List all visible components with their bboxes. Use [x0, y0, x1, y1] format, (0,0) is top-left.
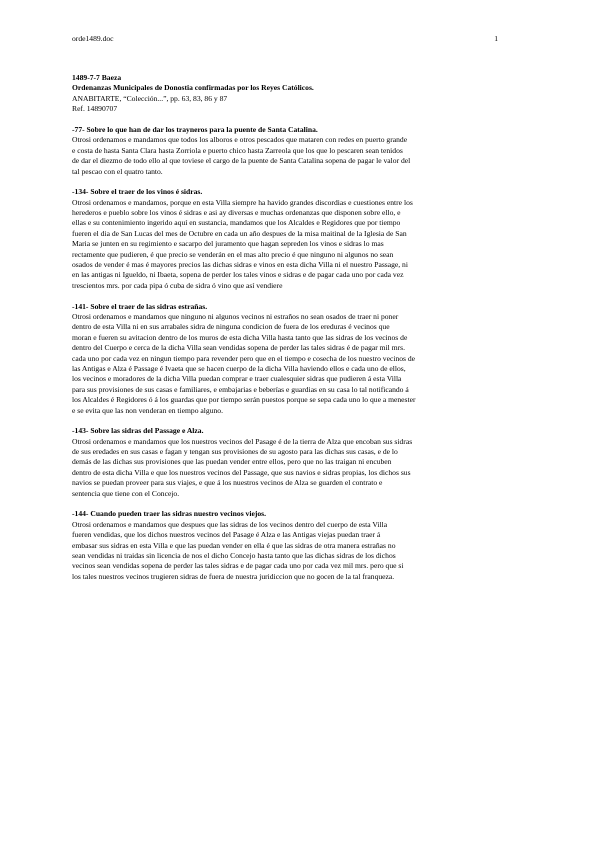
section-text-line: dentro de esta Villa ni en sus arrabales sidra de ninguna condicion de fuera de los ereduras é vecinos que	[72, 322, 390, 332]
section-text-line: para sus provisiones de sus casas e familiares, e embajarias e beberías e guardias en su casa lo tal notificando á	[72, 384, 409, 394]
document-date-place: 1489-7-7 Baeza	[72, 73, 122, 82]
document-citation: ANABITARTE, “Colección...”, pp. 63, 83, 86 y 87	[72, 93, 228, 103]
section-heading: -144- Cuando pueden traer las sidras nuestro vecinos viejos.	[72, 509, 267, 519]
section-text-line: Maria se junten en su regimiento e sacarpo del juramento que hagan sepreden los vinos e sidras lo mas	[72, 239, 384, 249]
section-text-line: trescientos mrs. por cada pipa ó cuba de sidra ó vino que así vendiere	[72, 280, 283, 290]
section-text-line: dentro del Cuerpo e cerca de la dicha Villa sean vendidas sopena de perder las tales sidras é de pagar mil mrs.	[72, 343, 405, 353]
section-spacer	[72, 416, 498, 426]
section-spacer	[72, 499, 498, 509]
section-text-line: sentencia que tiene con el Concejo.	[72, 488, 180, 498]
section-text-line: rectamente que pudieren, é que precio se venderán en el mas alto precio é que ninguno ni algunos no sean	[72, 249, 394, 259]
section-text-line: e se evita que las non venderan en tiempo alguno.	[72, 405, 223, 415]
section-text-line: moran e fueren su avitacion dentro de los muros de esta dicha Villa hasta tanto que las sidras de los vecinos de	[72, 332, 408, 342]
section-text-line: dentro de esta dicha Villa e que los nuestros vecinos del Passage, que sus navios e sidras propias, los dichos sus	[72, 467, 411, 477]
section-text-line: vecinos sean vendidas sopena de perder las tales sidras e de pagar cada uno por cada vez mil mrs. pero que si	[72, 561, 404, 571]
section-heading: -143- Sobre las sidras del Passage e Alza.	[72, 426, 204, 436]
document-title: Ordenanzas Municipales de Donostia confirmadas por los Reyes Católicos.	[72, 83, 314, 93]
section-text-line: Otrosi ordenamos e mandamos que los nuestros vecinos del Pasage é de la tierra de Alza que encoban sus sidras	[72, 436, 413, 446]
document-filename: orde1489.doc	[72, 34, 114, 43]
section-text-line: Otrosi ordenamos e mandamos, porque en esta Villa siempre ha havido grandes discordias e cuestiones entre los	[72, 197, 413, 207]
section-spacer	[72, 115, 498, 125]
section-text-line: las Antigas e Alza é Passage é Ivaeta que se hacen cuerpo de la dicha Villa haviendo ellos e cada uno de ellos,	[72, 363, 406, 373]
section-text-line: cada uno por cada vez en ningun tiempo para revender pero que en el tiempo e cosecha de los nuestro vecinos de	[72, 353, 416, 363]
section-text-line: sean vendidas ni traidas sin licencia de nos el dicho Concejo hasta tanto que las dichas sidras de los dichos	[72, 550, 396, 560]
section-text-line: osados de vender é mas é mayores precios las dichas sidras e vinos en esta dicha Villa ni el nuestro Passage, ni	[72, 260, 408, 270]
section-text-line: herederos e pueblo sobre los vinos é sidras e asi ay diversas e muchas ordenanzas que disponen sobre ello, e	[72, 208, 401, 218]
section-text-line: de dar el diezmo de todo ello al que toviese el cargo de la puente de Santa Catalina sopena de pagar le valor del	[72, 156, 411, 166]
page-number: 1	[494, 34, 498, 43]
ordinance-section	[72, 509, 498, 582]
section-spacer	[72, 291, 498, 301]
section-text-line: demás de las dichas sus provisiones que las puedan vender entre ellos, pero que no las traigan ni encuben	[72, 457, 392, 467]
document-reference: Ref. 14890707	[72, 104, 118, 114]
ordinance-section	[72, 125, 498, 177]
section-text-line: Otrosi ordenamos e mandamos que despues que las sidras de los vecinos dentro del cuerpo de esta Villa	[72, 519, 388, 529]
section-spacer	[72, 177, 498, 187]
section-text-line: Otrosi ordenamos e mandamos que ninguno ni algunos vecinos ni estraños no sean osados de traer ni poner	[72, 311, 399, 321]
section-heading: -134- Sobre el traer de los vinos é sidras.	[72, 187, 203, 197]
section-text-line: embasar sus sidras en esta Villa e que las puedan vender en ella é que las sidras de otra manera estrañas no	[72, 540, 396, 550]
section-text-line: en las antigas ni Igueldo, ni Ibaeta, sopena de perder los tales vinos e sidras e de pagar cada uno por cada vez	[72, 270, 404, 280]
section-heading: -141- Sobre el traer de las sidras estrañas.	[72, 301, 208, 311]
running-header	[72, 34, 498, 45]
section-text-line: fueren vendidas, que los dichos nuestros vecinos del Pasage é Alza e las Antigas viejas puedan traer á	[72, 530, 381, 540]
section-text-line: ellas e su contenimiento ingerido aquí en sustancia, mandamos que los Alcaldes e Regidores que por tiempo	[72, 218, 401, 228]
document-body	[72, 73, 498, 582]
section-heading: -77- Sobre lo que han de dar los trayneros para la puente de Santa Catalina.	[72, 124, 318, 134]
section-text-line: Otrosi ordenamos e mandamos que todos los alboros e otros pescados que mataren con redes en puerto grande	[72, 135, 408, 145]
ordinance-section	[72, 302, 498, 416]
section-text-line: navios se puedan proveer para sus viajes, e que á los nuestros vecinos de Alza se guarden el contrato e	[72, 478, 383, 488]
section-text-line: e costa de hasta Santa Clara hasta Zorriola e puerto chico hasta Zarreola que los que lo pescaren sean tenidos	[72, 145, 403, 155]
section-text-line: tal pescao con el quatro tanto.	[72, 166, 163, 176]
ordinance-section	[72, 426, 498, 499]
section-text-line: los vecinos e moradores de la dicha Villa puedan comprar e traer cualesquier sidras que pudieren á esta Villa	[72, 374, 402, 384]
ordinance-section	[72, 187, 498, 291]
section-text-line: los Alcaldes é Regidores ó á los guardas que por tiempo serán puestos porque se sepa cada uno lo que a menester	[72, 395, 416, 405]
sections-container	[72, 115, 498, 583]
section-text-line: fueren el dia de San Lucas del mes de Octubre en cada un año despues de la misa maitinal de la Iglesia de San	[72, 228, 407, 238]
section-text-line: de sus eredades en sus casas e fagan y tengan sus provisiones de su agosto para las dichas sus casas, e de lo	[72, 447, 398, 457]
section-text-line: los tales nuestros vecinos trugieren sidras de fuera de nuestra juridiccion que no gocen de la tal franqueza.	[72, 571, 395, 581]
